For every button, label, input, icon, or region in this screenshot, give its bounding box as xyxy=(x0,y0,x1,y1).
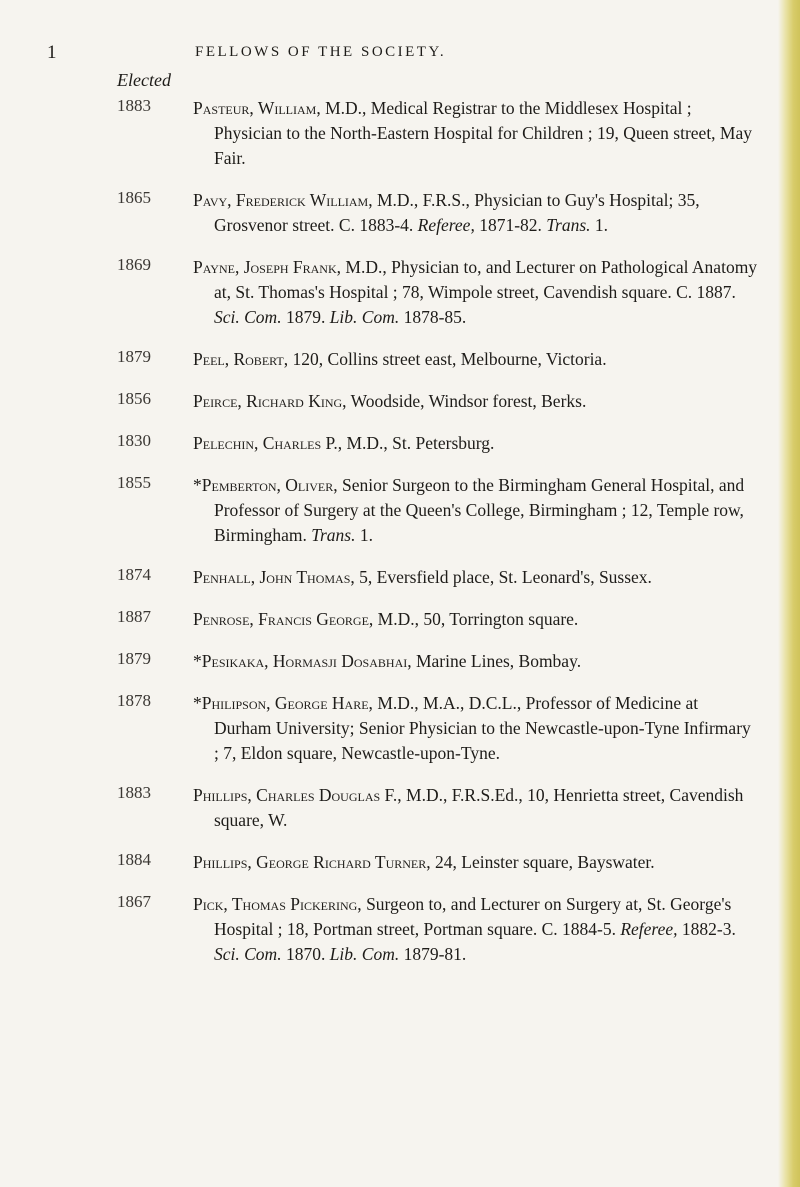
entry-name: Phillips, Charles Douglas F., xyxy=(193,785,402,805)
entry-name: Peirce, Richard King, xyxy=(193,391,347,411)
entry-text xyxy=(193,96,759,171)
entry-name: Pavy, Frederick William, xyxy=(193,190,373,210)
entry-name: Phillips, George Richard Turner, xyxy=(193,852,431,872)
entry-name: Pelechin, Charles P., xyxy=(193,433,343,453)
lib-com-years: 1879-81. xyxy=(403,944,467,964)
entry-year: 1865 xyxy=(117,188,151,207)
entry-pick xyxy=(0,892,790,967)
entry-details: M.D., Medical Registrar to the Middlesex Hospital ; Physician to the North-Eastern Hospital for Children ; 19, Queen street, May Fair. xyxy=(214,98,753,168)
entry-details: 24, Leinster square, Bayswater. xyxy=(435,852,655,872)
sci-com-label: Sci. Com. xyxy=(214,944,282,964)
entry-details: M.D., F.R.S.Ed., 10, Henrietta street, Cavendish square, W. xyxy=(214,785,744,830)
page-number: 1 xyxy=(47,42,57,63)
entry-text xyxy=(193,431,759,456)
entry-details: M.D., 50, Torrington square. xyxy=(377,609,579,629)
entry-text xyxy=(193,691,759,766)
entry-details: Woodside, Windsor forest, Berks. xyxy=(350,391,587,411)
entry-pavy xyxy=(0,188,790,238)
entry-text xyxy=(193,389,759,414)
entry-philipson xyxy=(0,691,790,766)
entry-text xyxy=(193,347,759,372)
referee-years: 1882-3. xyxy=(681,919,736,939)
trans-volume: 1. xyxy=(594,215,609,235)
entry-year: 1884 xyxy=(117,850,151,869)
trans-label: Trans. xyxy=(311,525,356,545)
entry-year: 1879 xyxy=(117,649,151,668)
trans-volume: 1. xyxy=(359,525,373,545)
entry-name: *Pemberton, Oliver, xyxy=(193,475,338,495)
entry-year: 1855 xyxy=(117,473,151,492)
entry-phillips-george xyxy=(0,850,790,875)
entry-details: 5, Eversfield place, St. Leonard's, Sussex. xyxy=(359,567,652,587)
entry-name: Peel, Robert, xyxy=(193,349,289,369)
entry-peirce xyxy=(0,389,790,414)
entry-year: 1830 xyxy=(117,431,151,450)
entry-pemberton xyxy=(0,473,790,548)
entry-text xyxy=(193,850,759,875)
entry-year: 1879 xyxy=(117,347,151,366)
page-header xyxy=(0,42,800,72)
entry-year: 1874 xyxy=(117,565,151,584)
entry-name: Pick, Thomas Pickering, xyxy=(193,894,362,914)
entry-peel xyxy=(0,347,790,372)
entry-details: Surgeon to, and Lecturer on Surgery at, St. George's Hospital ; 18, Portman street, Portman square. C. 1884-5. xyxy=(214,894,732,939)
entry-details: Marine Lines, Bombay. xyxy=(415,651,582,671)
entry-phillips-charles xyxy=(0,783,790,833)
fellows-list xyxy=(0,96,790,984)
entry-details: M.D., Physician to, and Lecturer on Pathological Anatomy at, St. Thomas's Hospital ; 78, Wimpole street, Cavendish square. C. 1887. xyxy=(214,257,758,302)
entry-text xyxy=(193,188,759,238)
entry-details: M.D., F.R.S., Physician to Guy's Hospital; 35, Grosvenor street. C. 1883-4. xyxy=(214,190,700,235)
entry-year: 1883 xyxy=(117,96,151,115)
sci-com-years: 1870. xyxy=(285,944,326,964)
entry-pesikaka xyxy=(0,649,790,674)
entry-details: M.D., M.A., D.C.L., Professor of Medicine at Durham University; Senior Physician to the Newcastle-upon-Tyne Infirmary ; 7, Eldon square, Newcastle-upon-Tyne. xyxy=(214,693,751,763)
entry-pasteur xyxy=(0,96,790,171)
entry-year: 1856 xyxy=(117,389,151,408)
entry-details: M.D., St. Petersburg. xyxy=(346,433,495,453)
lib-com-label: Lib. Com. xyxy=(329,944,400,964)
lib-com-label: Lib. Com. xyxy=(329,307,400,327)
entry-year: 1878 xyxy=(117,691,151,710)
entry-name: Penhall, John Thomas, xyxy=(193,567,355,587)
entry-pelechin xyxy=(0,431,790,456)
sci-com-years: 1879. xyxy=(285,307,326,327)
entry-text xyxy=(193,607,759,632)
entry-name: *Philipson, George Hare, xyxy=(193,693,373,713)
entry-year: 1883 xyxy=(117,783,151,802)
entry-penrose xyxy=(0,607,790,632)
entry-name: Penrose, Francis George, xyxy=(193,609,374,629)
referee-label: Referee, xyxy=(620,919,678,939)
entry-text xyxy=(193,649,759,674)
entry-penhall xyxy=(0,565,790,590)
trans-label: Trans. xyxy=(546,215,591,235)
referee-label: Referee, xyxy=(417,215,475,235)
entry-details: 120, Collins street east, Melbourne, Victoria. xyxy=(292,349,607,369)
entry-text xyxy=(193,255,759,330)
entry-details: Senior Surgeon to the Birmingham General Hospital, and Professor of Surgery at the Queen's College, Birmingham ; 12, Temple row, Birmingham. xyxy=(214,475,745,545)
entry-name: Payne, Joseph Frank, xyxy=(193,257,342,277)
entry-name: *Pesikaka, Hormasji Dosabhai, xyxy=(193,651,412,671)
running-title: FELLOWS OF THE SOCIETY. xyxy=(195,44,447,60)
entry-year: 1887 xyxy=(117,607,151,626)
entry-text xyxy=(193,473,759,548)
elected-label: Elected xyxy=(117,70,171,90)
referee-years: 1871-82. xyxy=(479,215,542,235)
entry-name: Pasteur, William, xyxy=(193,98,321,118)
entry-text xyxy=(193,565,759,590)
entry-payne xyxy=(0,255,790,330)
lib-com-years: 1878-85. xyxy=(403,307,467,327)
entry-text xyxy=(193,892,759,967)
entry-year: 1867 xyxy=(117,892,151,911)
sci-com-label: Sci. Com. xyxy=(214,307,282,327)
entry-text xyxy=(193,783,759,833)
entry-year: 1869 xyxy=(117,255,151,274)
